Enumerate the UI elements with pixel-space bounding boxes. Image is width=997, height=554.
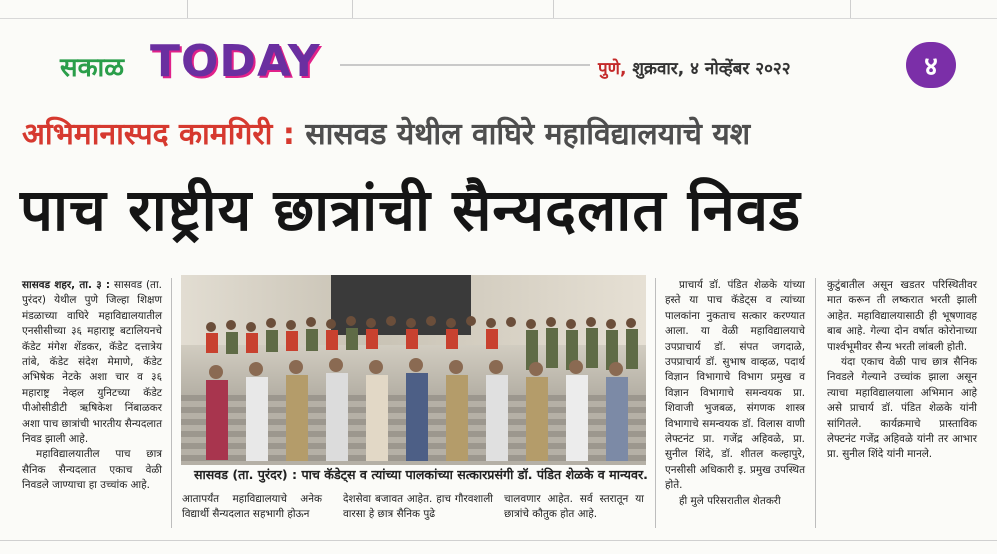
kicker-highlight: अभिमानास्पद कामगिरी : — [22, 117, 295, 152]
photo-group-of-people — [191, 297, 641, 465]
column-divider — [352, 0, 353, 18]
column-text: महाविद्यालयातील पाच छात्र सैनिक सैन्यदलात एकाच वेळी निवडले जाण्याचा हा उच्चांक आहे. — [22, 448, 162, 492]
article-column-3: देशसेवा बजावत आहेत. हाच गौरवशाली वारसा हे छात्र सैनिक पुढे — [343, 493, 493, 521]
article-headline: पाच राष्ट्रीय छात्रांची सैन्यदलात निवड — [20, 176, 802, 244]
kicker-subtitle: सासवड येथील वाघिरे महाविद्यालयाचे यश — [305, 117, 751, 152]
article-column-4: चालवणार आहेत. सर्व स्तरातून या छात्रांचे कौतुक होत आहे. — [504, 493, 644, 521]
article-kicker — [22, 112, 750, 153]
column-rule — [171, 278, 172, 528]
article-column-2: आतापर्यंत महाविद्यालयाचे अनेक विद्यार्थी सैन्यदलात सहभागी होऊन — [182, 493, 322, 521]
article-column-1 — [22, 278, 162, 494]
column-text: सासवड (ता. पुरंदर) येथील पुणे जिल्हा शिक्षण मंडळाच्या वाघिरे महाविद्यालयातील एनसीसीच्या ३६ महाराष्ट्र बटालियनचे कॅडेट मंगेश शेंडकर, कॅडेट दत्तात्रेय तांबे, कॅडेट संदेश मेमाणे, कॅडेट अभिषेक नेटके अशा चार व ३६ महाराष्ट्र नेव्हल युनिटच्या कॅडेट पीओसीडीटी ऋषिकेश निंबाळकर अशा पाच छात्रांची भारतीय सैन्यदलात निवड झाली आहे. — [22, 279, 162, 446]
column-divider — [187, 0, 188, 18]
article-column-5 — [665, 278, 805, 509]
column-rule — [815, 278, 816, 528]
bottom-border — [0, 540, 997, 541]
column-divider — [553, 0, 554, 18]
page-number-badge: ४ — [906, 42, 956, 88]
article-column-6 — [827, 278, 977, 463]
issue-dateline — [598, 56, 791, 79]
header-rule — [340, 64, 590, 66]
column-text: ही मुले परिसरातील शेतकरी — [679, 494, 781, 507]
column-text: यंदा एकाच वेळी पाच छात्र सैनिक निवडले गेल्याने उच्चांक झाला असून त्याचा महाविद्यालयाला अभिमान आहे असे प्राचार्य डॉ. पंडित शेळके यांनी सांगितले. कार्यक्रमाचे प्रास्ताविक लेफ्टनंट गजेंद्र अहिवळे यांनी तर आभार प्रा. सुनील शिंदे यांनी मानले. — [827, 356, 977, 461]
masthead-logo-sakal: सकाळ — [60, 53, 125, 83]
issue-city: पुणे, — [598, 59, 627, 79]
photo-caption: सासवड (ता. पुरंदर) : पाच कॅडेट्स व त्यांच्या पालकांच्या सत्कारप्रसंगी डॉ. पंडित शेळके व मान्यवर. — [194, 467, 648, 482]
column-rule — [655, 278, 656, 528]
column-divider — [850, 0, 851, 18]
issue-date: शुक्रवार, ४ नोव्हेंबर २०२२ — [632, 59, 791, 79]
masthead-logo-today: TODAY — [150, 36, 321, 87]
news-photo — [181, 275, 646, 465]
top-border — [0, 0, 997, 19]
column-text: प्राचार्य डॉ. पंडित शेळके यांच्या हस्ते या पाच कॅडेट्स व त्यांच्या पालकांना नुकताच सत्कार करण्यात आला. या वेळी महाविद्यालयाचे उपप्राचार्य डॉ. संपत जगदाळे, उपप्राचार्य डॉ. सुभाष वाव्हळ, पदार्थ विज्ञान विभागाचे विभाग प्रमुख व विज्ञान विभागाचे समन्वयक प्रा. शिवाजी भुजबळ, संगणक शास्त्र विभागाचे समन्वयक डॉ. विलास वाणी लेफ्टनंट प्रा. गजेंद्र अहिवळे, प्रा. सुनील शिंदे, डॉ. शीतल कल्हापुरे, एनसीसी अधिकारी इ. प्रमुख उपस्थित होते. — [665, 279, 805, 492]
column-text: कुटुंबातील असून खडतर परिस्थितीवर मात करून ती लष्करात भरती झाली आहेत. महाविद्यालयासाठी ही भूषणावह बाब आहे. गेल्या दोन वर्षात कोरोनाच्या पार्श्वभूमीवर सैन्य भरती लांबली होती. — [827, 279, 977, 353]
article-dateline: सासवड शहर, ता. ३ : — [22, 279, 111, 291]
